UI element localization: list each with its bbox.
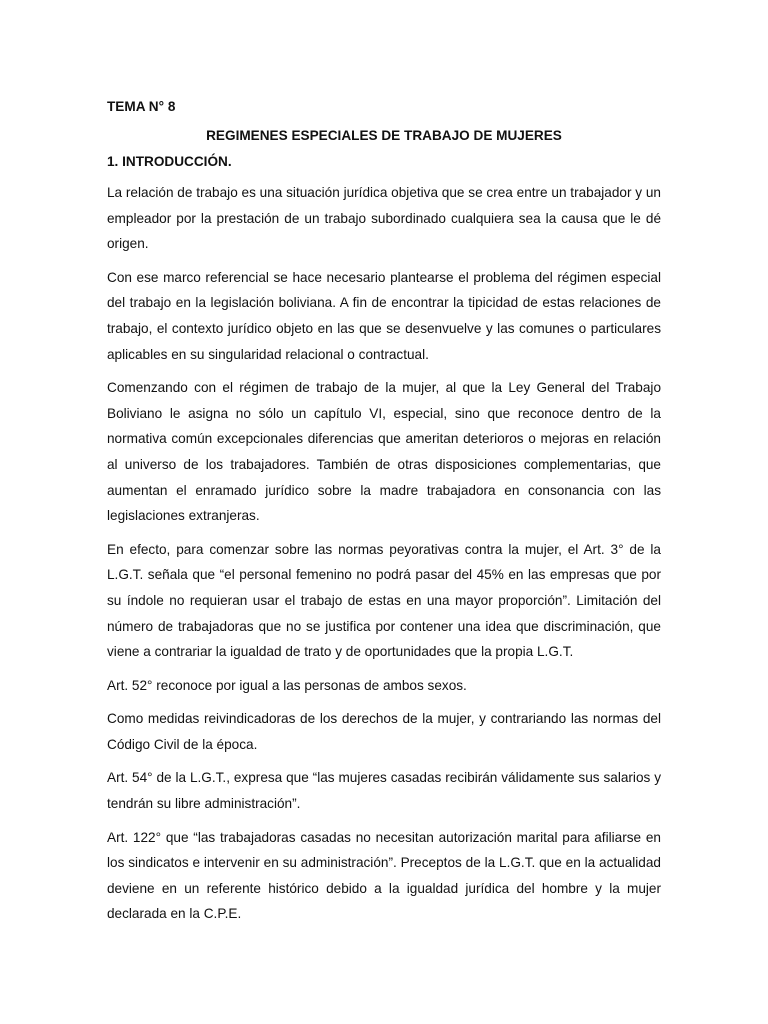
paragraph-1: La relación de trabajo es una situación jurídica objetiva que se crea entre un trabajador y un empleador por la prestación de un trabajo subordinado cualquiera sea la causa que le dé origen. xyxy=(107,185,661,252)
section-heading: 1. INTRODUCCIÓN. xyxy=(107,154,232,169)
paragraph-2: Con ese marco referencial se hace necesario plantearse el problema del régimen especial del trabajo en la legislación boliviana. A fin de encontrar la tipicidad de estas relaciones de trabajo, el contexto jurídico objeto en las que se desenvuelve y las comunes o particulares aplicables en su singularidad relacional o contractual. xyxy=(107,269,661,362)
paragraph-5: Art. 52° reconoce por igual a las personas de ambos sexos. xyxy=(107,677,467,693)
paragraph-7: Art. 54° de la L.G.T., expresa que “las mujeres casadas recibirán válidamente sus salarios y tendrán su libre administración”. xyxy=(107,770,661,812)
paragraph-8: Art. 122° que “las trabajadoras casadas no necesitan autorización marital para afiliarse en los sindicatos e intervenir en su administración”. Preceptos de la L.G.T. que en la actualidad deviene en un referente histórico debido a la igualdad jurídica del hombre y la mujer declarada en la C.P.E. xyxy=(107,829,661,922)
paragraph-4: En efecto, para comenzar sobre las normas peyorativas contra la mujer, el Art. 3° de la L.G.T. señala que “el personal femenino no podrá pasar del 45% en las empresas que por su índole no requieran usar el trabajo de estas en una mayor proporción”. Limitación del número de trabajadoras que no se justifica por contener una idea que discriminación, que viene a contrariar la igualdad de trato y de oportunidades que la propia L.G.T. xyxy=(107,541,661,660)
paragraph-3: Comenzando con el régimen de trabajo de la mujer, al que la Ley General del Trabajo Boliviano le asigna no sólo un capítulo VI, especial, sino que reconoce dentro de la normativa común excepcionales diferencias que ameritan deterioros o mejoras en relación al universo de los trabajadores. También de otras disposiciones complementarias, que aumentan el enramado jurídico sobre la madre trabajadora en consonancia con las legislaciones extranjeras. xyxy=(107,380,661,524)
paragraph-6: Como medidas reivindicadoras de los derechos de la mujer, y contrariando las normas del Código Civil de la época. xyxy=(107,711,661,752)
topic-number: TEMA N° 8 xyxy=(107,99,176,114)
document-body xyxy=(107,97,661,935)
document-title: REGIMENES ESPECIALES DE TRABAJO DE MUJERES xyxy=(206,128,562,143)
